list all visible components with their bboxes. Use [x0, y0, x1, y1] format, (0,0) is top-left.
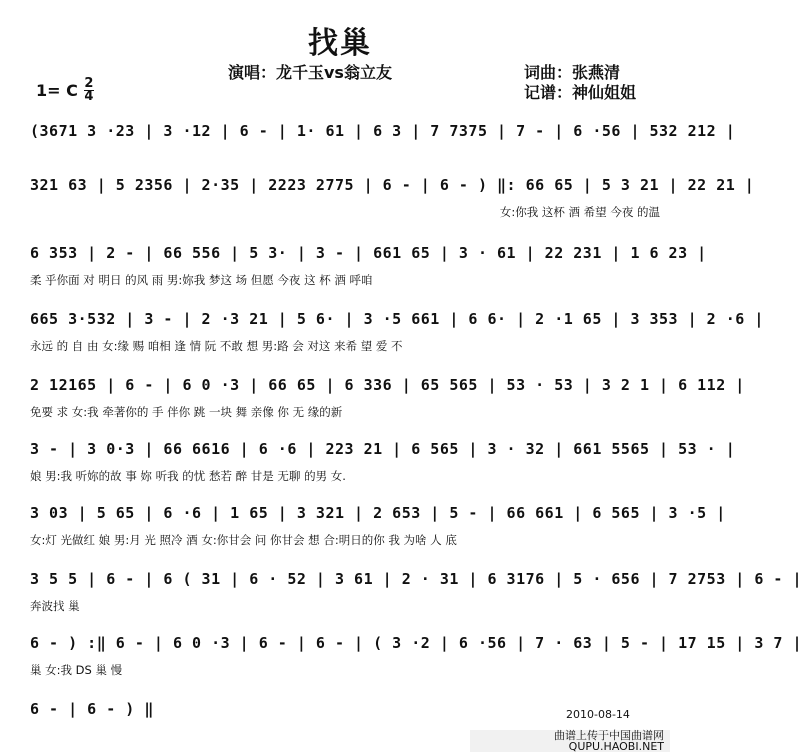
lyrics-line: 柔 乎你面 对 明日 的风 雨 男:妳我 梦这 场 但愿 今夜 这 杯 酒 呼咱 [30, 273, 373, 287]
lyrics-line: 女:你我 这杯 酒 希望 今夜 的温 [499, 205, 660, 219]
key-signature [36, 78, 94, 103]
notes-line: 2 12165 | 6 - | 6 0 ·3 | 66 65 | 6 336 | 65 565 | 53 · 53 | 3 2 1 | 6 112 | [30, 376, 745, 394]
score-row-7 [30, 504, 726, 548]
notes-line: 3 5 5 | 6 - | 6 ( 31 | 6 · 52 | 3 61 | 2 · 31 | 6 3176 | 5 · 656 | 7 2753 | 6 - | [30, 570, 802, 588]
notes-line: (3671 3 ·23 | 3 ·12 | 6 - | 1· 61 | 6 3 | 7 7375 | 7 - | 6 ·56 | 532 212 | [30, 122, 736, 140]
key-label: 1= C [36, 81, 78, 100]
notes-line: 6 353 | 2 - | 66 556 | 5 3· | 3 - | 661 65 | 3 · 61 | 22 231 | 1 6 23 | [30, 244, 707, 262]
singer-credit: 演唱：龙千玉vs翁立友 [228, 63, 392, 82]
notes-line: 665 3·532 | 3 - | 2 ·3 21 | 5 6· | 3 ·5 661 | 6 6· | 2 ·1 65 | 3 353 | 2 ·6 | [30, 310, 764, 328]
date-stamp: 2010-08-14 [566, 708, 630, 721]
time-sig-bottom: 4 [84, 89, 94, 104]
composer-credit: 词曲：张燕清 [524, 63, 621, 82]
watermark-line-1: 曲谱上传于中国曲谱网 [554, 729, 664, 742]
final-notes-line: 6 - | 6 - ) ‖ [30, 700, 154, 718]
score-row-9 [30, 634, 802, 678]
score-row-3 [30, 244, 707, 288]
lyrics-line: 巢 女:我 DS 巢 慢 [30, 663, 123, 677]
transcriber-credit: 记谱：神仙姐姐 [524, 83, 637, 102]
time-signature [84, 78, 94, 103]
notes-line: 321 63 | 5 2356 | 2·35 | 2223 2775 | 6 - | 6 - ) ‖: 66 65 | 5 3 21 | 22 21 | [30, 176, 755, 194]
score-row-6 [30, 440, 736, 484]
lyrics-line: 免要 求 女:我 牵著你的 手 伴你 跳 一块 舞 亲像 你 无 缘的新 [30, 405, 343, 419]
score-title: 找巢 [308, 26, 372, 61]
score-row-4 [30, 310, 764, 354]
notes-line: 6 - ) :‖ 6 - | 6 0 ·3 | 6 - | 6 - | ( 3 ·2 | 6 ·56 | 7 · 63 | 5 - | 17 15 | 3 7 | [30, 634, 802, 652]
notes-line: 3 03 | 5 65 | 6 ·6 | 1 65 | 3 321 | 2 653 | 5 - | 66 661 | 6 565 | 3 ·5 | [30, 504, 726, 522]
lyrics-line: 女:灯 光做红 娘 男:月 光 照冷 酒 女:你甘会 问 你甘会 想 合:明日的你 我 为啥 人 底 [30, 533, 457, 547]
notes-line: 3 - | 3 0·3 | 66 6616 | 6 ·6 | 223 21 | 6 565 | 3 · 32 | 661 5565 | 53 · | [30, 440, 736, 458]
site-watermark [470, 730, 670, 752]
score-row-1 [30, 122, 736, 140]
lyrics-line: 娘 男:我 听妳的故 事 妳 听我 的忧 愁若 醉 甘是 无聊 的男 女. [30, 469, 346, 483]
lyrics-line: 奔波找 巢 [30, 599, 80, 613]
score-row-5 [30, 376, 745, 420]
lyrics-line: 永远 的 自 由 女:缘 赐 咱相 逢 情 阮 不敢 想 男:路 会 对这 来希 望 爱 不 [30, 339, 403, 353]
time-sig-top: 2 [84, 76, 94, 91]
score-row-2 [30, 176, 755, 220]
score-row-8 [30, 570, 802, 614]
watermark-line-2: QUPU.HAOBI.NET [568, 740, 664, 753]
